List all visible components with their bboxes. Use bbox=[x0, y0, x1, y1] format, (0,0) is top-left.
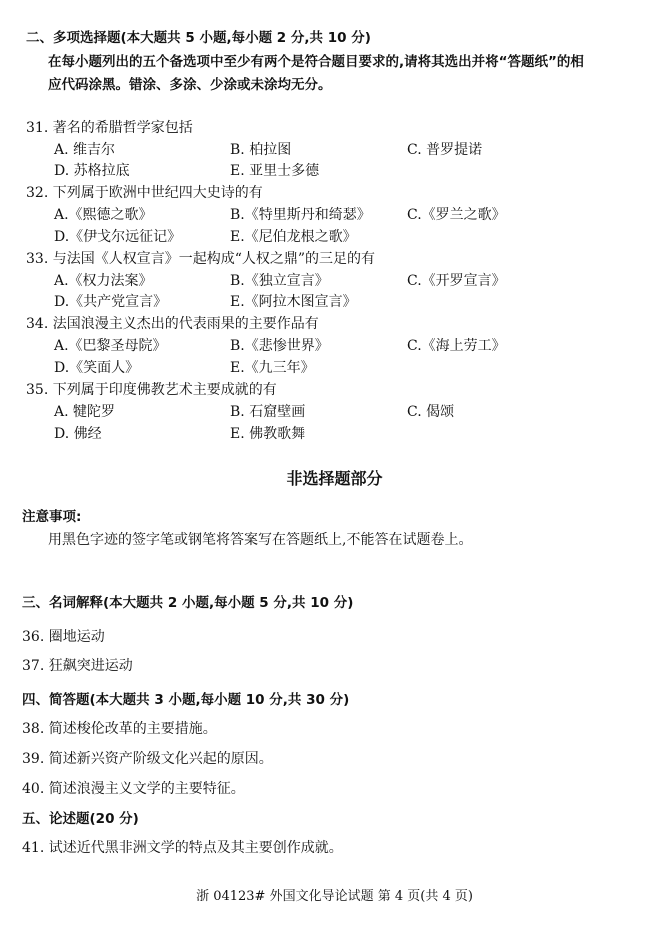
question-34-stem: 34. 法国浪漫主义杰出的代表雨果的主要作品有 bbox=[26, 316, 319, 332]
question-31-option-c: C. 普罗提诺 bbox=[407, 142, 483, 158]
question-35-stem: 35. 下列属于印度佛教艺术主要成就的有 bbox=[26, 382, 277, 398]
notice-label: 注意事项: bbox=[22, 509, 82, 525]
page-footer: 浙 04123# 外国文化导论试题 第 4 页(共 4 页) bbox=[196, 889, 473, 904]
question-35-option-b: B. 石窟壁画 bbox=[230, 404, 306, 420]
question-32-option-b: B.《特里斯丹和绮瑟》 bbox=[230, 207, 371, 223]
question-33-option-c: C.《开罗宣言》 bbox=[407, 273, 506, 289]
non-choice-title: 非选择题部分 bbox=[286, 469, 383, 488]
question-32-option-e: E.《尼伯龙根之歌》 bbox=[230, 229, 357, 245]
question-32-option-a: A.《熙德之歌》 bbox=[54, 207, 153, 223]
question-31-option-e: E. 亚里士多德 bbox=[230, 163, 320, 179]
question-32-stem: 32. 下列属于欧洲中世纪四大史诗的有 bbox=[26, 185, 263, 201]
question-34-option-b: B.《悲惨世界》 bbox=[230, 338, 329, 354]
question-31-option-d: D. 苏格拉底 bbox=[54, 163, 130, 179]
question-35-option-d: D. 佛经 bbox=[54, 426, 102, 442]
section4-heading: 四、简答题(本大题共 3 小题,每小题 10 分,共 30 分) bbox=[22, 692, 350, 708]
notice-text: 用黑色字迹的签字笔或钢笔将答案写在答题纸上,不能答在试题卷上。 bbox=[48, 532, 473, 548]
question-34-option-a: A.《巴黎圣母院》 bbox=[54, 338, 167, 354]
question-32-option-d: D.《伊戈尔远征记》 bbox=[54, 229, 182, 245]
question-36: 36. 圈地运动 bbox=[22, 629, 105, 645]
question-34-option-c: C.《海上劳工》 bbox=[407, 338, 506, 354]
section2-instructions-line1: 在每小题列出的五个备选项中至少有两个是符合题目要求的,请将其选出并将“答题纸”的相 bbox=[48, 54, 584, 70]
question-38: 38. 简述梭伦改革的主要措施。 bbox=[22, 721, 217, 737]
question-33-option-b: B.《独立宣言》 bbox=[230, 273, 329, 289]
question-34-option-e: E.《九三年》 bbox=[230, 360, 315, 376]
question-33-option-e: E.《阿拉木图宣言》 bbox=[230, 294, 357, 310]
question-31-stem: 31. 著名的希腊哲学家包括 bbox=[26, 120, 193, 136]
question-33-option-a: A.《权力法案》 bbox=[54, 273, 153, 289]
section5-heading: 五、论述题(20 分) bbox=[22, 811, 139, 827]
question-35-option-e: E. 佛教歌舞 bbox=[230, 426, 306, 442]
question-35-option-a: A. 犍陀罗 bbox=[54, 404, 116, 420]
question-39: 39. 简述新兴资产阶级文化兴起的原因。 bbox=[22, 751, 273, 767]
question-41: 41. 试述近代黑非洲文学的特点及其主要创作成就。 bbox=[22, 840, 343, 856]
question-37: 37. 狂飙突进运动 bbox=[22, 658, 133, 674]
question-33-option-d: D.《共产党宣言》 bbox=[54, 294, 168, 310]
section2-instructions-line2: 应代码涂黑。错涂、多涂、少涂或未涂均无分。 bbox=[48, 77, 332, 93]
section2-heading: 二、多项选择题(本大题共 5 小题,每小题 2 分,共 10 分) bbox=[26, 30, 371, 46]
question-34-option-d: D.《笑面人》 bbox=[54, 360, 140, 376]
question-35-option-c: C. 偈颂 bbox=[407, 404, 455, 420]
question-40: 40. 简述浪漫主义文学的主要特征。 bbox=[22, 781, 245, 797]
question-31-option-b: B. 柏拉图 bbox=[230, 142, 292, 158]
question-32-option-c: C.《罗兰之歌》 bbox=[407, 207, 506, 223]
question-33-stem: 33. 与法国《人权宣言》一起构成“人权之鼎”的三足的有 bbox=[26, 251, 376, 267]
question-31-option-a: A. 维吉尔 bbox=[54, 142, 116, 158]
section3-heading: 三、名词解释(本大题共 2 小题,每小题 5 分,共 10 分) bbox=[22, 595, 354, 611]
